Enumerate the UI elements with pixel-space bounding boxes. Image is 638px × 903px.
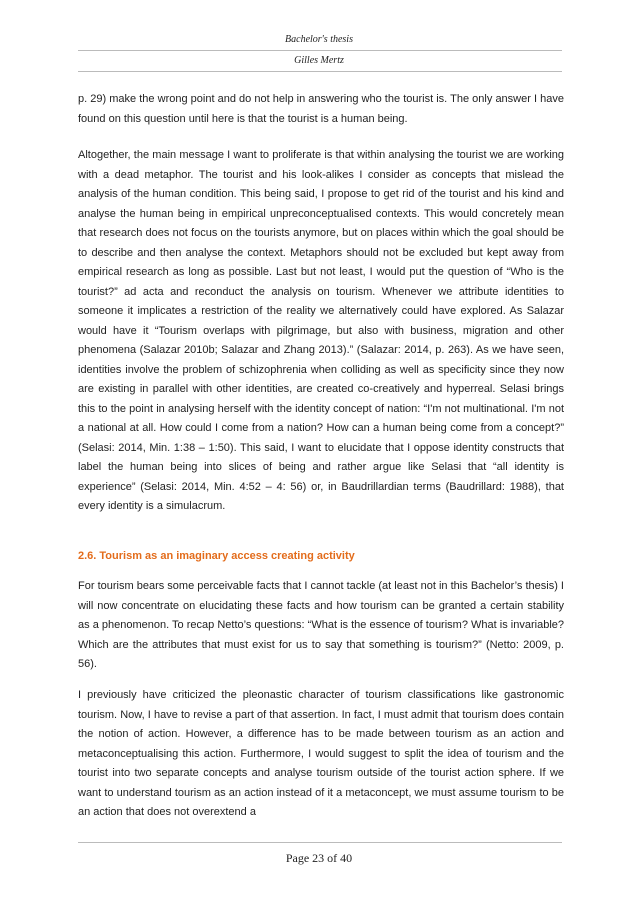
paragraph-1: p. 29) make the wrong point and do not help in answering who the tourist is. The only answer I have found on this question until here is that the tourist is a human being. [78, 93, 564, 125]
header-divider-bottom [78, 71, 562, 72]
header-title: Bachelor's thesis [285, 34, 353, 45]
paragraph-2: Altogether, the main message I want to proliferate is that within analysing the tourist we are working with a dead metaphor. The tourist and his look-alikes I consider as concepts that mislead the analysis of the human condition. This being said, I propose to get rid of the tourist and his kind and analyse the human being in empirical unpreconceptualised contexts. This would concretely mean that research does not focus on the tourists anymore, but on places within which the goal should be to describe and then analyse the context. Metaphors should not be excluded but kept away from empirical research as long as possible. Last but not least, I would put the question of “Who is the tourist?” ad acta and reconduct the analysis on tourism. Whenever we attribute identities to someone it implicates a restriction of the reality we alternatively could have explored. As Salazar would have it “Tourism overlaps with pilgrimage, but also with business, migration and other phenomena (Salazar 2010b; Salazar and Zhang 2013).” (Salazar: 2014, p. 263). As we have seen, identities involve the problem of schizophrenia when colliding as well as specificity since they now are existing in parallel with other identities, are created co-creatively and hyperreal. Selasi brings this to the point in analysing herself with the identity concept of nation: “I'm not multinational. I'm not a national at all. How could I come from a nation? How can a human being come from a concept?” (Selasi: 2014, Min. 1:38 – 1:50). This said, I want to elucidate that I oppose identity constructs that label the human being into slices of being and rather argue like Selasi that “all identity is experience” (Selasi: 2014, Min. 4:52 – 4: 56) or, in Baudrillardian terms (Baudrillard: 1988), that every identity is a simulacrum. [78, 149, 564, 512]
page-header [0, 30, 638, 50]
footer-divider [78, 842, 562, 843]
section-heading: 2.6. Tourism as an imaginary access creating activity [78, 550, 355, 562]
page-header-author [0, 51, 638, 71]
paragraph-3: For tourism bears some perceivable facts that I cannot tackle (at least not in this Bachelor’s thesis) I will now concentrate on elucidating these facts and how tourism can be granted a certain stability as a phenomenon. To recap Netto’s questions: “What is the essence of tourism? What is invariable? Which are the attributes that must exist for us to say that something is tourism?” (Netto: 2009, p. 56). [78, 580, 564, 670]
paragraph-4: I previously have criticized the pleonastic character of tourism classifications like gastronomic tourism. Now, I have to revise a part of that assertion. In fact, I must admit that tourism does contain the notion of action. However, a difference has to be made between tourism as an action and metaconceptualising this action. Furthermore, I would suggest to split the idea of tourism and the tourist into two separate concepts and analyse tourism outside of the tourist action sphere. If we want to understand tourism as an action instead of it a metaconcept, we must assume tourism to be an action that does not overextend a [78, 689, 564, 818]
page-number: Page 23 of 40 [285, 851, 353, 865]
header-author: Gilles Mertz [294, 55, 344, 66]
